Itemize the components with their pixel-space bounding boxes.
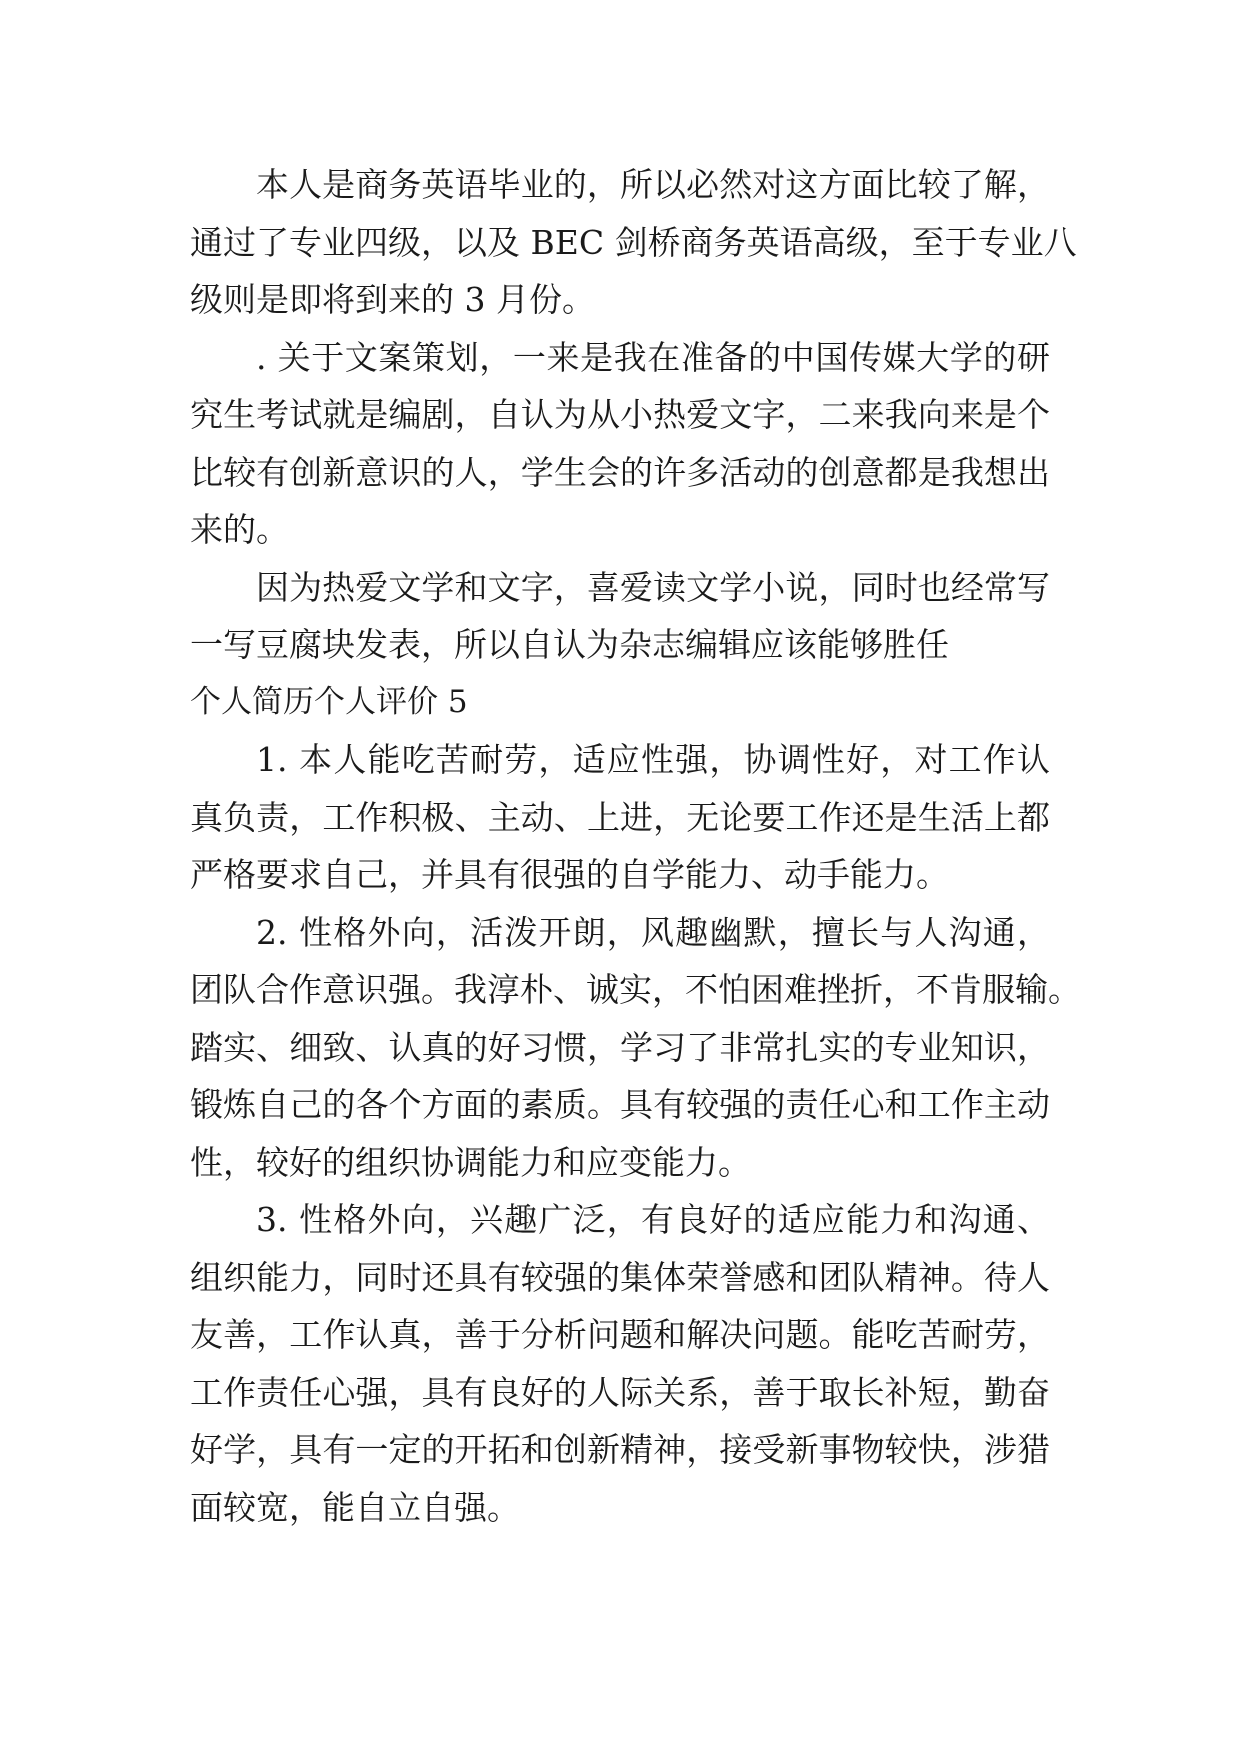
- text-line: 友善，工作认真，善于分析问题和解决问题。能吃苦耐劳，: [190, 1315, 1050, 1354]
- text-line: 本人是商务英语毕业的，所以必然对这方面比较了解，: [256, 165, 1050, 204]
- text-line: 因为热爱文学和文字，喜爱读文学小说，同时也经常写: [256, 567, 1050, 607]
- text-line: 1. 本人能吃苦耐劳，适应性强，协调性好，对工作认: [256, 740, 1050, 779]
- evaluation-item-1: [190, 731, 1050, 904]
- text-line: 工作责任心强，具有良好的人际关系，善于取长补短，勤奋: [190, 1372, 1050, 1412]
- text-line: 好学，具有一定的开拓和创新精神，接受新事物较快，涉猎: [190, 1430, 1050, 1469]
- document-body: [190, 156, 1081, 1536]
- text-line: . 关于文案策划，一来是我在准备的中国传媒大学的研: [256, 337, 1050, 377]
- evaluation-item-3: [190, 1191, 1050, 1536]
- text-line: 3. 性格外向，兴趣广泛，有良好的适应能力和沟通、: [256, 1200, 1050, 1239]
- text-line: 严格要求自己，并具有很强的自学能力、动手能力。: [190, 855, 949, 894]
- text-line: 真负责，工作积极、主动、上进，无论要工作还是生活上都: [190, 797, 1050, 837]
- text-line: 一写豆腐块发表，所以自认为杂志编辑应该能够胜任: [190, 625, 949, 664]
- text-line: 组织能力，同时还具有较强的集体荣誉感和团队精神。待人: [190, 1257, 1050, 1297]
- paragraph-business-english: [190, 156, 1077, 329]
- text-line: 比较有创新意识的人，学生会的许多活动的创意都是我想出: [190, 452, 1050, 492]
- text-line: 面较宽，能自立自强。: [190, 1487, 520, 1527]
- text-line: 究生考试就是编剧，自认为从小热爱文字，二来我向来是个: [190, 395, 1050, 434]
- text-line: 踏实、细致、认真的好习惯，学习了非常扎实的专业知识，: [190, 1027, 1050, 1067]
- text-line: 2. 性格外向，活泼开朗，风趣幽默，擅长与人沟通，: [256, 912, 1050, 952]
- text-line: 来的。: [190, 510, 289, 549]
- text-line: 通过了专业四级，以及 BEC 剑桥商务英语高级，至于专业八: [190, 222, 1077, 262]
- section-heading: 个人简历个人评价 5: [190, 683, 468, 720]
- text-line: 性，较好的组织协调能力和应变能力。: [190, 1142, 751, 1182]
- evaluation-item-2: [190, 904, 1081, 1192]
- text-line: 级则是即将到来的 3 月份。: [190, 280, 595, 319]
- paragraph-literature: [190, 559, 1050, 674]
- text-line: 锻炼自己的各个方面的素质。具有较强的责任心和工作主动: [190, 1085, 1050, 1124]
- text-line: 团队合作意识强。我淳朴、诚实，不怕困难挫折，不肯服输。: [190, 970, 1081, 1009]
- paragraph-copywriting: [190, 329, 1050, 559]
